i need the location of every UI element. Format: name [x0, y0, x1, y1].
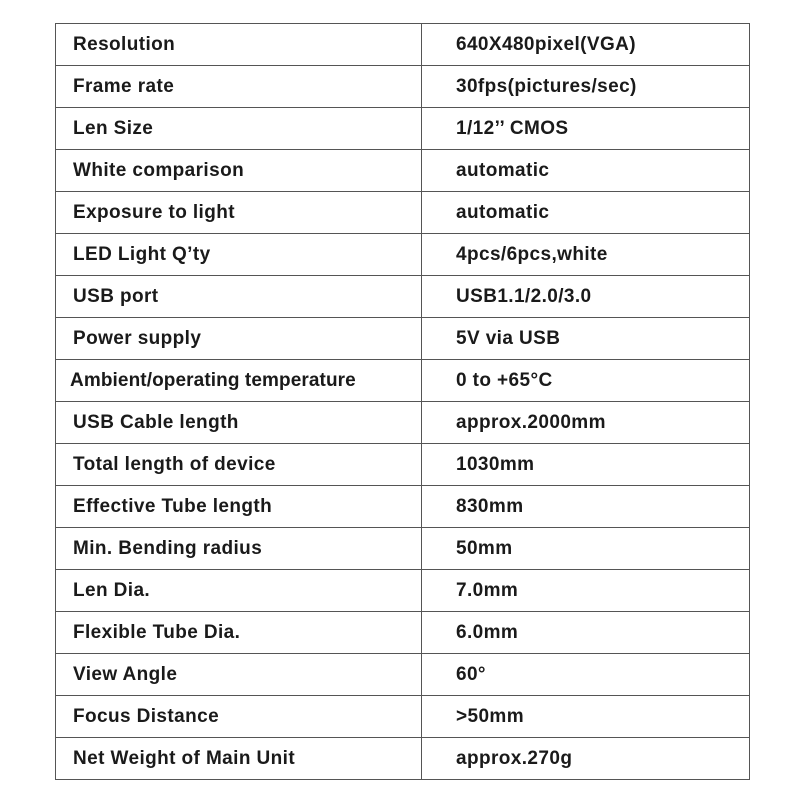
- spec-label: Min. Bending radius: [56, 528, 422, 570]
- spec-label: Power supply: [56, 318, 422, 360]
- spec-value: approx.270g: [422, 738, 750, 780]
- table-row: [56, 654, 750, 696]
- spec-value: 7.0mm: [422, 570, 750, 612]
- table-row: [56, 318, 750, 360]
- spec-value: 1/12’’ CMOS: [422, 108, 750, 150]
- spec-label: Ambient/operating temperature: [56, 360, 422, 402]
- spec-label: Focus Distance: [56, 696, 422, 738]
- spec-label: Resolution: [56, 24, 422, 66]
- table-row: [56, 108, 750, 150]
- table-row: [56, 402, 750, 444]
- spec-value: >50mm: [422, 696, 750, 738]
- table-row: [56, 192, 750, 234]
- spec-value: approx.2000mm: [422, 402, 750, 444]
- spec-value: automatic: [422, 192, 750, 234]
- spec-label: Exposure to light: [56, 192, 422, 234]
- spec-label: USB port: [56, 276, 422, 318]
- spec-table: [55, 23, 750, 780]
- spec-label: Total length of device: [56, 444, 422, 486]
- spec-label: Len Dia.: [56, 570, 422, 612]
- table-row: [56, 276, 750, 318]
- spec-label: View Angle: [56, 654, 422, 696]
- spec-label: Flexible Tube Dia.: [56, 612, 422, 654]
- spec-value: 60°: [422, 654, 750, 696]
- spec-value: 5V via USB: [422, 318, 750, 360]
- spec-label: USB Cable length: [56, 402, 422, 444]
- table-row: [56, 696, 750, 738]
- spec-label: Effective Tube length: [56, 486, 422, 528]
- spec-value: USB1.1/2.0/3.0: [422, 276, 750, 318]
- table-row: [56, 150, 750, 192]
- spec-value: 4pcs/6pcs,white: [422, 234, 750, 276]
- spec-value: 6.0mm: [422, 612, 750, 654]
- spec-value: automatic: [422, 150, 750, 192]
- spec-label: White comparison: [56, 150, 422, 192]
- spec-value: 1030mm: [422, 444, 750, 486]
- table-row: [56, 24, 750, 66]
- table-row: [56, 360, 750, 402]
- table-row: [56, 528, 750, 570]
- table-row: [56, 444, 750, 486]
- spec-value: 0 to +65°C: [422, 360, 750, 402]
- spec-value: 30fps(pictures/sec): [422, 66, 750, 108]
- spec-label: LED Light Q’ty: [56, 234, 422, 276]
- spec-label: Frame rate: [56, 66, 422, 108]
- spec-label: Len Size: [56, 108, 422, 150]
- table-row: [56, 486, 750, 528]
- spec-value: 830mm: [422, 486, 750, 528]
- spec-table-body: [56, 24, 750, 780]
- spec-value: 640X480pixel(VGA): [422, 24, 750, 66]
- table-row: [56, 612, 750, 654]
- spec-label: Net Weight of Main Unit: [56, 738, 422, 780]
- table-row: [56, 234, 750, 276]
- spec-value: 50mm: [422, 528, 750, 570]
- table-row: [56, 738, 750, 780]
- table-row: [56, 570, 750, 612]
- table-row: [56, 66, 750, 108]
